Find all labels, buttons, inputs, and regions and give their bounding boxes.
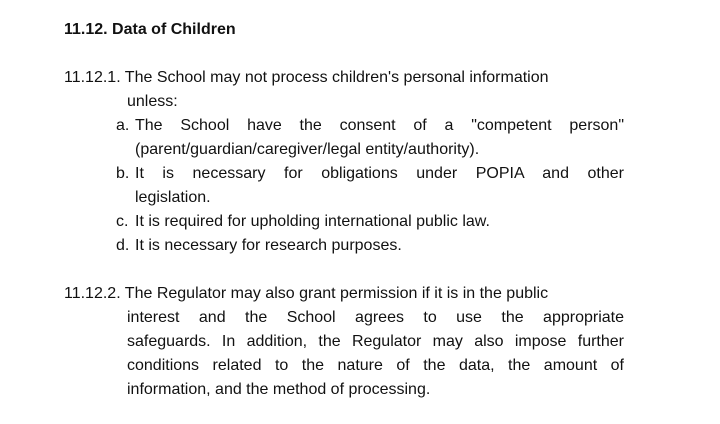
section-heading: 11.12. Data of Children <box>64 21 236 38</box>
clause-body <box>127 306 624 402</box>
clause-11-12-2 <box>64 282 624 402</box>
list-item <box>116 234 624 258</box>
clause-line: conditions related to the nature of the data, the amount of <box>127 357 624 374</box>
list-item-line: The School have the consent of a "competent person" <box>135 117 624 134</box>
list-item-line: It is required for upholding international public law. <box>135 213 490 230</box>
list-marker: d. <box>116 237 130 254</box>
clause-number: 11.12.2. <box>64 285 121 302</box>
clause-intro-continuation: unless: <box>127 93 178 110</box>
clause-intro <box>64 66 624 90</box>
list-item-line: It is necessary for research purposes. <box>135 237 402 254</box>
list-item-line: (parent/guardian/caregiver/legal entity/authority). <box>135 141 480 158</box>
clause-number: 11.12.1. <box>64 69 121 86</box>
list-item <box>116 162 624 210</box>
clause-line: interest and the School agrees to use the appropriate <box>127 309 624 326</box>
clause-intro-text: The School may not process children's personal information <box>124 69 549 86</box>
condition-list <box>116 114 624 258</box>
list-marker: b. <box>116 165 130 182</box>
list-item <box>116 210 624 234</box>
clause-intro-text: The Regulator may also grant permission if it is in the public <box>124 285 549 302</box>
clause-11-12-1 <box>64 66 624 258</box>
clause-line: safeguards. In addition, the Regulator may also impose further <box>127 333 624 350</box>
list-marker: c. <box>116 213 129 230</box>
clause-line: information, and the method of processing. <box>127 381 431 398</box>
list-item-line: legislation. <box>135 189 211 206</box>
clause-intro <box>64 282 624 306</box>
list-marker: a. <box>116 117 130 134</box>
list-item <box>116 114 624 162</box>
list-item-line: It is necessary for obligations under POPIA and other <box>135 165 624 182</box>
